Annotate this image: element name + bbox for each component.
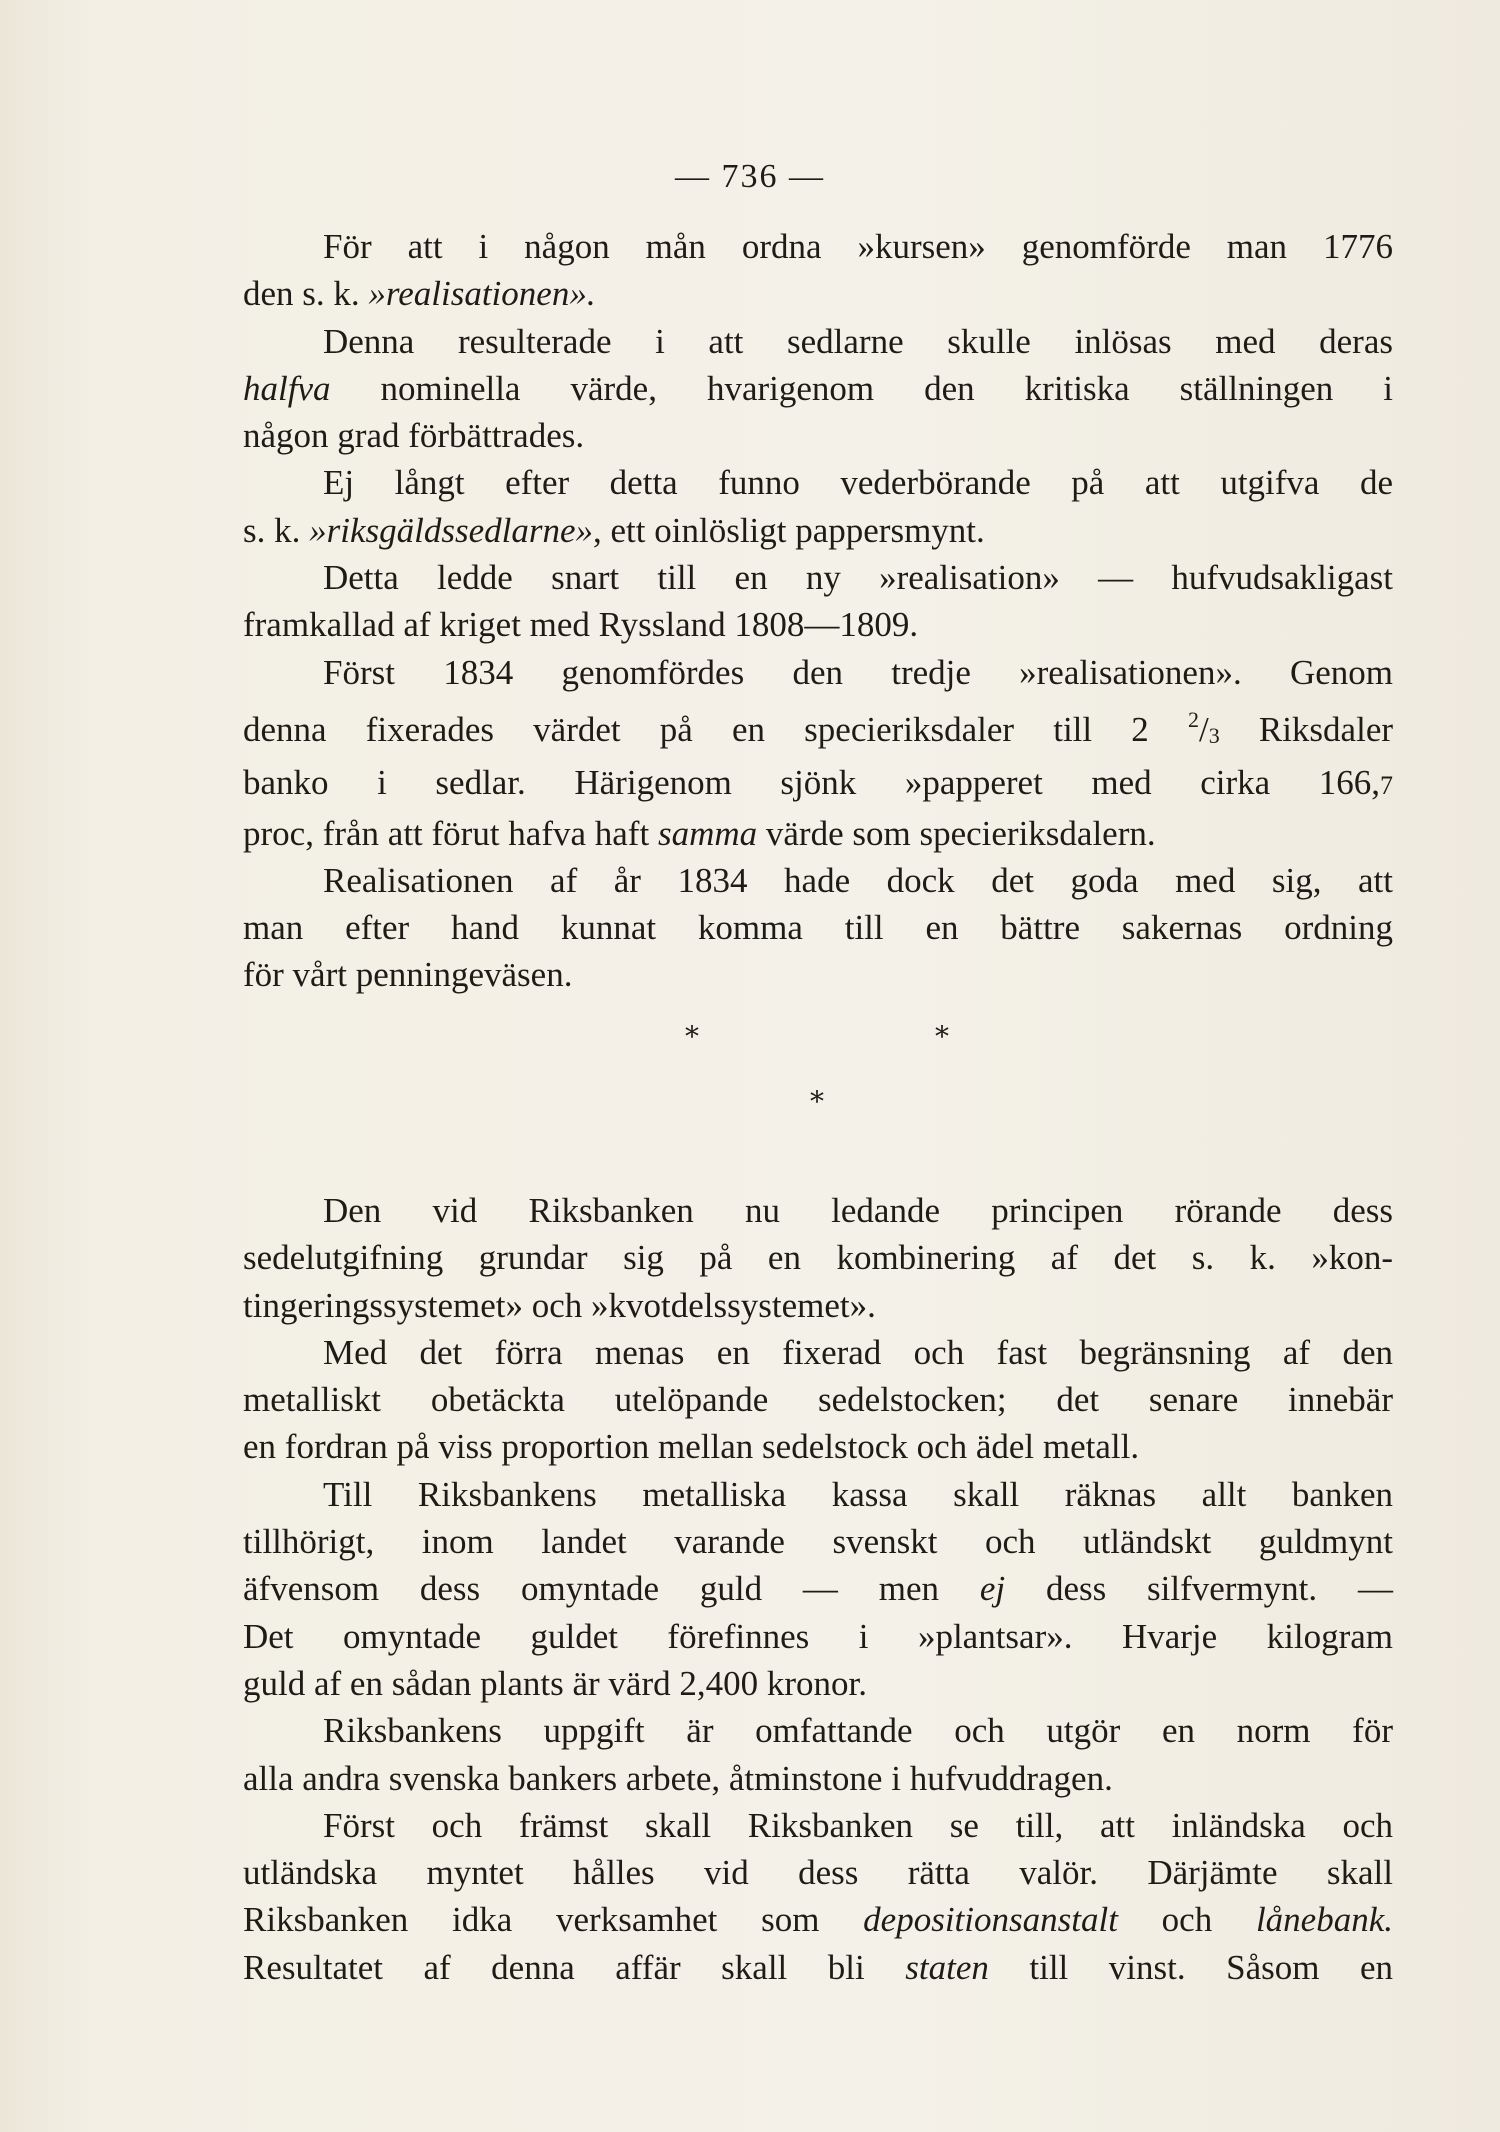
text-line: framkallad af kriget med Ryssland 1808—1809. [243, 605, 919, 645]
text-run: proc, från att förut hafva haft [243, 813, 658, 853]
text-line [243, 1565, 1393, 1612]
section-riksbanken [243, 1187, 1393, 1991]
paragraph-1834-realisation [243, 649, 1393, 857]
section-realisations [243, 223, 1393, 999]
paragraph-metal-reserve [243, 1471, 1393, 1707]
italic-term: samma [657, 813, 758, 853]
text-run: nominella värde, hvarigenom den kritiska ställningen i [330, 368, 1393, 408]
text-line: Den vid Riksbanken nu ledande principen rörande dess [323, 1191, 1393, 1230]
italic-term: staten [905, 1947, 989, 1987]
text-line [243, 365, 1393, 412]
text-line: för vårt penningeväsen. [243, 955, 573, 995]
paragraph-duties [243, 1802, 1393, 1991]
text-run: Riksbanken idka verksamhet som [243, 1900, 864, 1940]
italic-term: halfva [243, 368, 331, 408]
text-line: För att i någon mån ordna »kursen» genomförde man 1776 [323, 227, 1393, 266]
italic-term: lånebank. [1255, 1900, 1393, 1940]
text-line: alla andra svenska bankers arbete, åtminstone i hufvuddragen. [243, 1758, 1113, 1798]
asterisk: * [685, 1020, 699, 1053]
text-run: äfvensom dess omyntade guld — men [243, 1569, 980, 1609]
page-number: — 736 — [675, 158, 825, 195]
text-line: man efter hand kunnat komma till en bättre sakernas ordning [243, 908, 1393, 948]
text-line: Till Riksbankens metalliska kassa skall räknas allt banken [323, 1474, 1393, 1514]
text-run: Resultatet af denna affär skall bli [243, 1947, 906, 1987]
text-line: Med det förra menas en fixerad och fast begränsning af den [323, 1332, 1393, 1372]
text-line: denna fixerades värdet på en specieriksdaler till 2 $^2/_3$ Riksdaler [243, 706, 1394, 749]
paragraph-riksgaldssedlarne [243, 459, 1393, 554]
paragraph-role [243, 1707, 1393, 1802]
paragraph-1808-realisation [243, 554, 1393, 649]
text-run: den s. k. [243, 274, 369, 314]
text-run: banko i sedlar. Härigenom sjönk »papperet med cirka 166, [243, 763, 1380, 803]
text-line: Det omyntade guldet förefinnes i »plantsar». Hvarje kilogram [243, 1616, 1393, 1656]
text-run: denna fixerades värdet på en specieriksdaler till 2 [243, 709, 1188, 749]
text-line [243, 507, 1393, 554]
paragraph-halfva [243, 318, 1393, 460]
paragraph-systems [243, 1329, 1393, 1471]
text-line: Riksbankens uppgift är omfattande och utgör en norm för [323, 1711, 1393, 1751]
text-line: tillhörigt, inom landet varande svenskt och utländskt guldmynt [243, 1522, 1393, 1562]
text-line [243, 810, 1393, 857]
text-line: utländska myntet hålles vid dess rätta valör. Därjämte skall [243, 1853, 1393, 1893]
text-line: en fordran på viss proportion mellan sedelstock och ädel metall. [243, 1427, 1140, 1467]
text-run: Riksdaler [1219, 709, 1394, 749]
text-line [243, 270, 1393, 317]
fraction-numerator: 2 [1187, 706, 1199, 732]
text-line: Först och främst skall Riksbanken se till, att inländska och [323, 1805, 1393, 1845]
text-line: tingeringssystemet» och »kvotdelssystemet». [243, 1285, 876, 1325]
text-line: Först 1834 genomfördes den tredje »realisationen». Genom [323, 652, 1393, 692]
text-line: guld af en sådan plants är värd 2,400 kronor. [243, 1663, 868, 1703]
text-line: någon grad förbättrades. [243, 416, 585, 456]
italic-term: »realisationen». [368, 274, 596, 314]
text-run: och [1117, 1900, 1256, 1940]
text-line: sedelutgifning grundar sig på en kombinering af det s. k. »kon- [243, 1238, 1393, 1278]
italic-term: ej [979, 1569, 1006, 1609]
decimal-digit: 7 [1380, 771, 1393, 801]
text-line [243, 1896, 1393, 1943]
paragraph-realisation-effects [243, 857, 1393, 999]
paragraph-principles [243, 1187, 1393, 1329]
text-line: Realisationen af år 1834 hade dock det goda med sig, att [323, 860, 1393, 900]
text-line: Ej långt efter detta funno vederbörande på att utgifva de [323, 463, 1393, 503]
text-run: dess silfvermynt. — [1005, 1569, 1393, 1609]
asterisk: * [810, 1085, 824, 1118]
text-run: värde som specieriksdalern. [757, 813, 1156, 853]
fraction-denominator: 3 [1208, 722, 1220, 748]
text-run: s. k. [243, 510, 310, 550]
text-line: metalliskt obetäckta utelöpande sedelstocken; det senare innebär [243, 1380, 1393, 1420]
text-line [243, 1944, 1393, 1991]
text-run: till vinst. Såsom en [988, 1947, 1393, 1987]
text-line [243, 759, 1393, 809]
asterisk: * [935, 1020, 949, 1053]
text-line: Detta ledde snart till en ny »realisation» — hufvudsakligast [323, 558, 1393, 598]
text-run: , ett oinlösligt pappersmynt. [593, 510, 985, 550]
text-line: Denna resulterade i att sedlarne skulle inlösas med deras [323, 321, 1393, 361]
italic-term: depositionsanstalt [863, 1900, 1118, 1940]
paragraph-1776-realisation [243, 223, 1393, 318]
italic-term: »riksgäldssedlarne» [309, 510, 594, 550]
